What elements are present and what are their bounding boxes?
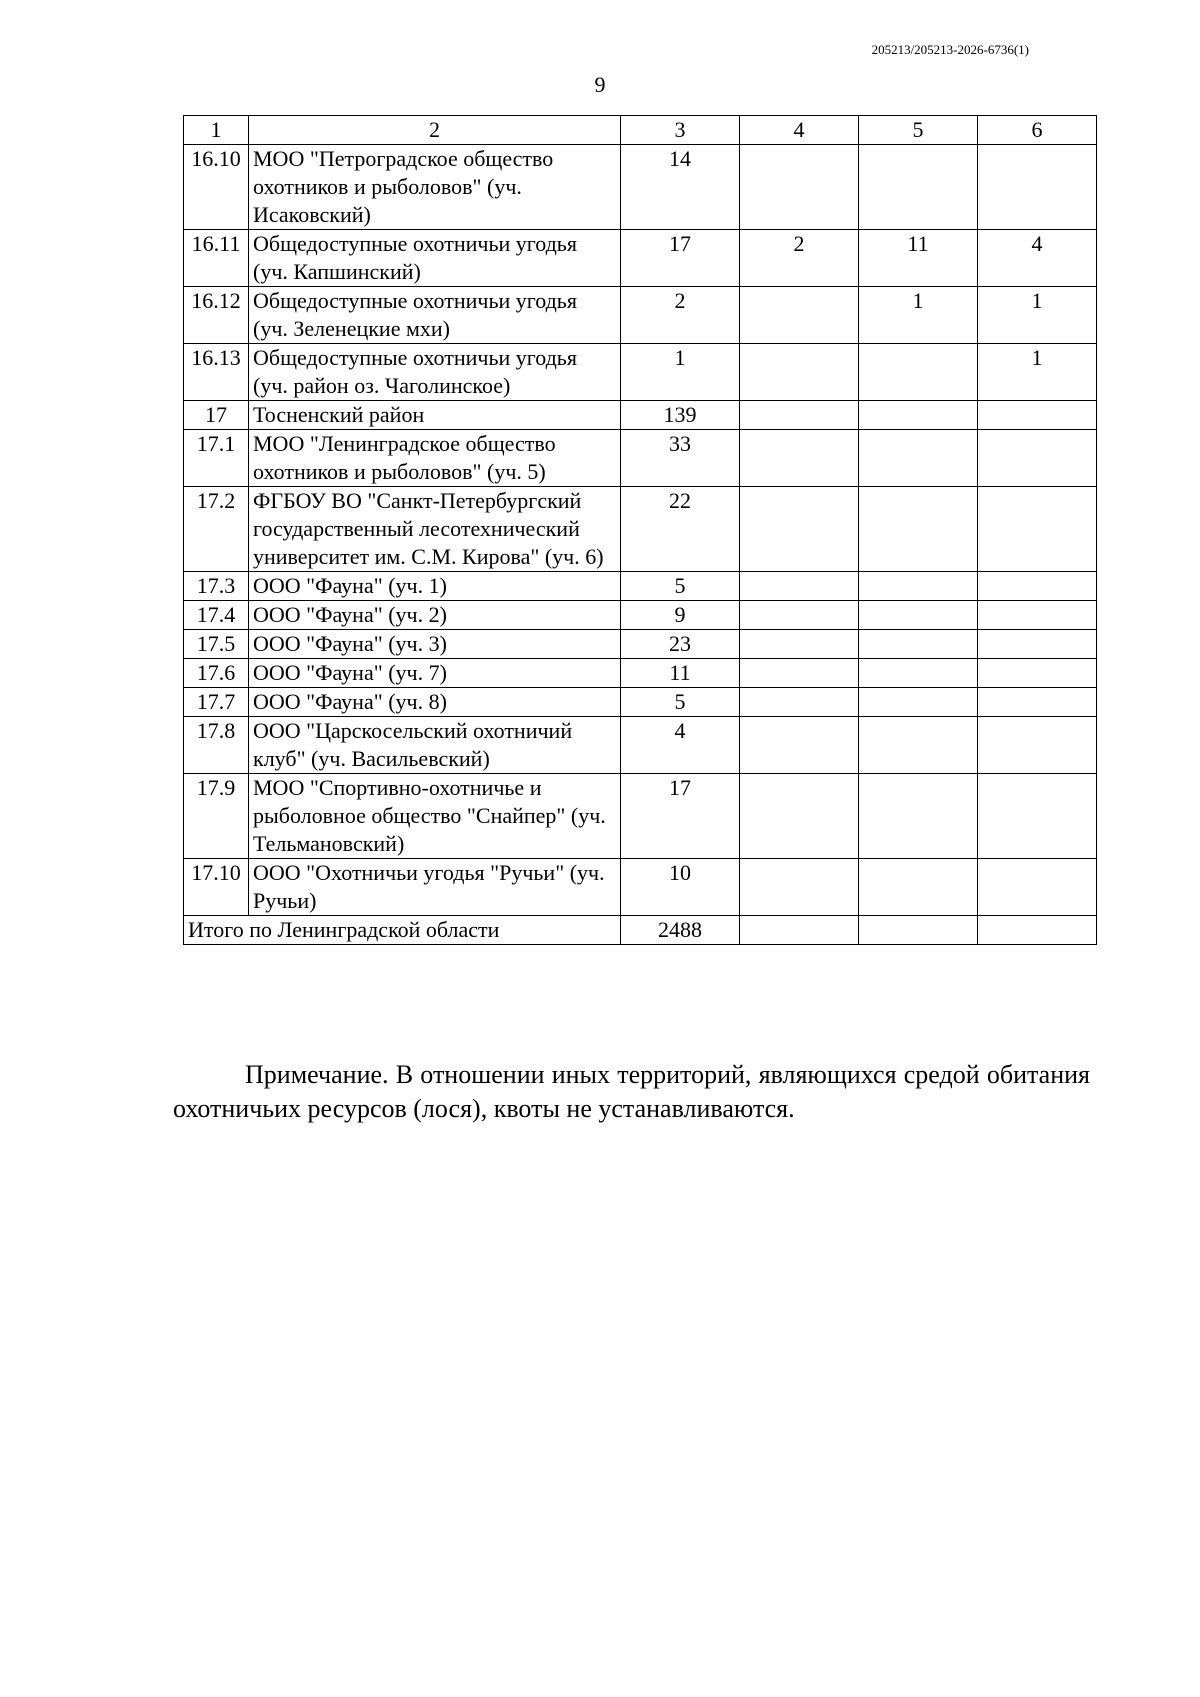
column-4-cell [740,344,859,401]
quota-total-cell: 17 [621,230,740,287]
total-label-cell: Итого по Ленинградской области [184,916,621,945]
column-5-cell [859,601,978,630]
header-cell: 5 [859,116,978,145]
table-row [184,430,1097,487]
quota-table-body [184,116,1097,945]
row-number-cell: 17.7 [184,688,249,717]
table-row [184,287,1097,344]
row-number-cell: 17.6 [184,659,249,688]
header-cell: 2 [249,116,621,145]
table-row [184,344,1097,401]
column-5-cell [859,572,978,601]
column-6-cell [978,601,1097,630]
column-5-cell [859,630,978,659]
column-4-cell [740,717,859,774]
row-number-cell: 17.4 [184,601,249,630]
column-6-cell [978,859,1097,916]
row-number-cell: 17.10 [184,859,249,916]
quota-total-cell: 10 [621,859,740,916]
quota-table [183,115,1097,945]
column-5-cell [859,916,978,945]
row-number-cell: 17.5 [184,630,249,659]
table-row [184,688,1097,717]
quota-total-cell: 2 [621,287,740,344]
column-6-cell [978,774,1097,859]
quota-total-cell: 14 [621,145,740,230]
column-5-cell [859,774,978,859]
header-cell: 1 [184,116,249,145]
quota-total-cell: 11 [621,659,740,688]
column-4-cell [740,487,859,572]
row-number-cell: 17.3 [184,572,249,601]
column-4-cell [740,916,859,945]
column-4-cell [740,688,859,717]
header-cell: 6 [978,116,1097,145]
column-6-cell: 4 [978,230,1097,287]
column-5-cell [859,344,978,401]
column-6-cell [978,630,1097,659]
column-5-cell [859,659,978,688]
quota-total-cell: 17 [621,774,740,859]
column-5-cell [859,859,978,916]
quota-total-cell: 5 [621,572,740,601]
territory-name-cell: МОО "Спортивно-охотничье и рыболовное общество "Снайпер" (уч. Тельмановский) [249,774,621,859]
column-4-cell [740,401,859,430]
territory-name-cell: МОО "Петроградское общество охотников и рыболовов" (уч. Исаковский) [249,145,621,230]
column-6-cell [978,916,1097,945]
table-row [184,659,1097,688]
total-row [184,916,1097,945]
note-paragraph: Примечание. В отношении иных территорий, являющихся средой обитания охотничьих ресурсов (лося), квоты не устанавливаются. [173,1060,1090,1123]
column-6-cell: 1 [978,287,1097,344]
column-4-cell [740,659,859,688]
quota-total-cell: 139 [621,401,740,430]
header-cell: 3 [621,116,740,145]
column-6-cell [978,145,1097,230]
quota-total-cell: 4 [621,717,740,774]
row-number-cell: 16.11 [184,230,249,287]
column-6-cell [978,430,1097,487]
territory-name-cell: ФГБОУ ВО "Санкт-Петербургский государственный лесотехнический университет им. С.М. Кирова" (уч. 6) [249,487,621,572]
column-4-cell [740,601,859,630]
quota-total-cell: 33 [621,430,740,487]
column-4-cell [740,145,859,230]
column-6-cell [978,659,1097,688]
column-5-cell [859,717,978,774]
table-row [184,630,1097,659]
row-number-cell: 17.2 [184,487,249,572]
column-4-cell [740,287,859,344]
column-4-cell [740,859,859,916]
column-5-cell [859,401,978,430]
quota-total-cell: 9 [621,601,740,630]
table-row [184,717,1097,774]
quota-total-cell: 1 [621,344,740,401]
territory-name-cell: ООО "Фауна" (уч. 1) [249,572,621,601]
column-5-cell [859,688,978,717]
territory-name-cell: Тосненский район [249,401,621,430]
header-cell: 4 [740,116,859,145]
column-5-cell: 11 [859,230,978,287]
territory-name-cell: Общедоступные охотничьи угодья (уч. Зеленецкие мхи) [249,287,621,344]
column-5-cell [859,487,978,572]
quota-total-cell: 5 [621,688,740,717]
page-number: 9 [594,72,606,97]
column-6-cell [978,401,1097,430]
quota-total-cell: 22 [621,487,740,572]
table-row [184,774,1097,859]
territory-name-cell: Общедоступные охотничьи угодья (уч. район оз. Чаголинское) [249,344,621,401]
row-number-cell: 16.12 [184,287,249,344]
column-6-cell [978,717,1097,774]
territory-name-cell: ООО "Охотничьи угодья "Ручьи" (уч. Ручьи) [249,859,621,916]
territory-name-cell: ООО "Фауна" (уч. 8) [249,688,621,717]
column-4-cell [740,774,859,859]
table-row [184,487,1097,572]
column-4-cell: 2 [740,230,859,287]
column-5-cell: 1 [859,287,978,344]
column-4-cell [740,572,859,601]
table-row [184,230,1097,287]
column-5-cell [859,430,978,487]
territory-name-cell: ООО "Фауна" (уч. 2) [249,601,621,630]
row-number-cell: 17.9 [184,774,249,859]
column-6-cell [978,688,1097,717]
table-row [184,401,1097,430]
territory-name-cell: ООО "Фауна" (уч. 3) [249,630,621,659]
row-number-cell: 16.13 [184,344,249,401]
header-row [184,116,1097,145]
territory-name-cell: МОО "Ленинградское общество охотников и рыболовов" (уч. 5) [249,430,621,487]
row-number-cell: 17.8 [184,717,249,774]
territory-name-cell: ООО "Царскосельский охотничий клуб" (уч. Васильевский) [249,717,621,774]
column-6-cell: 1 [978,344,1097,401]
table-row [184,572,1097,601]
territory-name-cell: Общедоступные охотничьи угодья (уч. Капшинский) [249,230,621,287]
total-value-cell: 2488 [621,916,740,945]
quota-total-cell: 23 [621,630,740,659]
document-id: 205213/205213-2026-6736(1) [871,42,1029,57]
column-4-cell [740,630,859,659]
row-number-cell: 17 [184,401,249,430]
table-row [184,859,1097,916]
row-number-cell: 16.10 [184,145,249,230]
column-6-cell [978,487,1097,572]
column-4-cell [740,430,859,487]
territory-name-cell: ООО "Фауна" (уч. 7) [249,659,621,688]
row-number-cell: 17.1 [184,430,249,487]
table-row [184,601,1097,630]
column-6-cell [978,572,1097,601]
column-5-cell [859,145,978,230]
table-row [184,145,1097,230]
